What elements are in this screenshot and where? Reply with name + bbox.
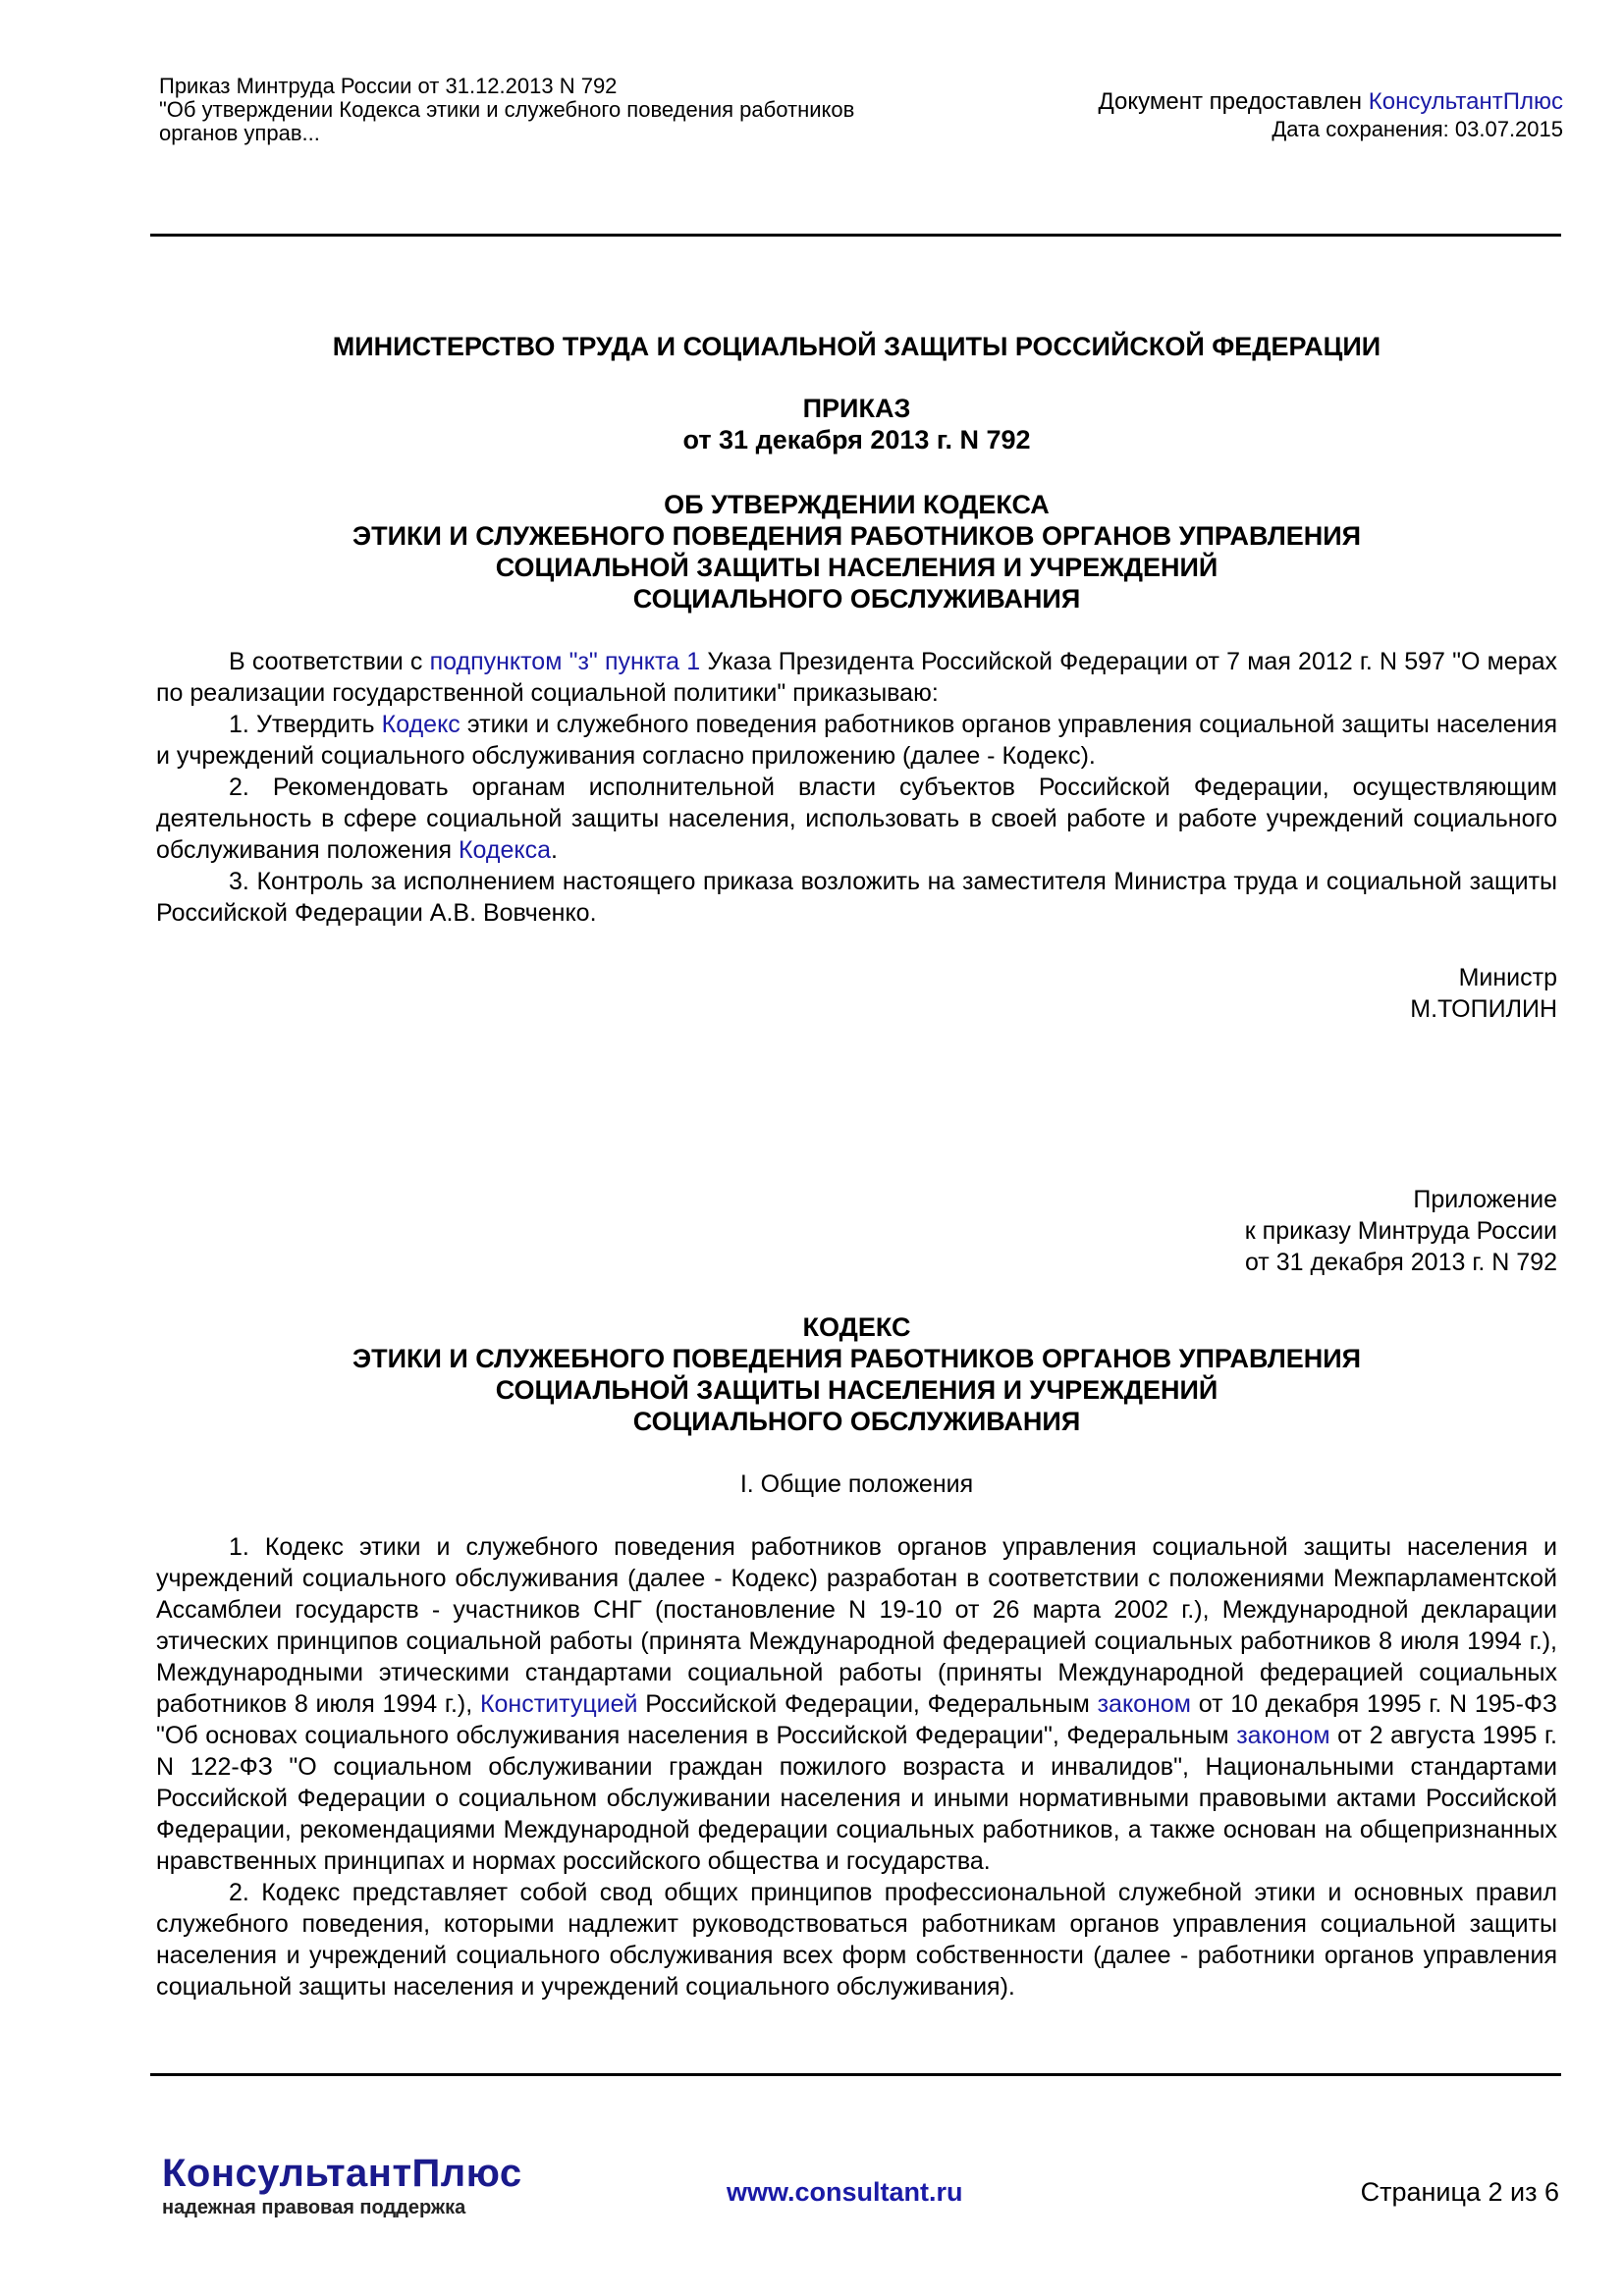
- order-item-1: [156, 709, 1557, 772]
- site-link[interactable]: www.consultant.ru: [727, 2177, 963, 2207]
- consultant-logo: [162, 2152, 522, 2220]
- appendix-line: Приложение: [1413, 1186, 1557, 1213]
- law-link[interactable]: законом: [1236, 1722, 1330, 1749]
- order-kind: ПРИКАЗ: [802, 394, 911, 423]
- save-date: Дата сохранения: 03.07.2015: [1272, 117, 1563, 141]
- header-title-line: органов управ...: [159, 121, 320, 145]
- code-link[interactable]: Кодекс: [381, 711, 460, 738]
- signer-name: М.ТОПИЛИН: [1410, 995, 1557, 1023]
- code-title-line: СОЦИАЛЬНОЙ ЗАЩИТЫ НАСЕЛЕНИЯ И УЧРЕЖДЕНИЙ: [495, 1375, 1218, 1405]
- code-title-line: СОЦИАЛЬНОГО ОБСЛУЖИВАНИЯ: [632, 1407, 1081, 1436]
- header-divider: [150, 234, 1561, 237]
- section-heading: I. Общие положения: [739, 1470, 974, 1498]
- code-title-line: КОДЕКС: [802, 1312, 911, 1342]
- text-run: 1. Кодекс этики и служебного поведения работников органов управления социальной защиты населения и учреждений социального обслуживания (далее - Кодекс) разработан в соответствии с положениями Межпарламентской Ассамблеи государств - участников СНГ (постановление N 19-10 от 26 марта 2002 г.), Международной декларации этических принципов социальной работы (принята Международной федерацией социальных работников 8 июля 1994 г.), Международными этическими стандартами социальной работы (приняты Международной федерацией социальных работников 8 июля 1994 г.),: [156, 1533, 1557, 1718]
- order-title: [156, 489, 1557, 614]
- text-run: от 10 декабря 1995 г. N 195-ФЗ "Об основах социального обслуживания населения в Российской Федерации", Федеральным: [156, 1690, 1558, 1749]
- code-title-line: ЭТИКИ И СЛУЖЕБНОГО ПОВЕДЕНИЯ РАБОТНИКОВ ОРГАНОВ УПРАВЛЕНИЯ: [352, 1344, 1362, 1373]
- logo-tagline: надежная правовая поддержка: [162, 2197, 466, 2218]
- header-title-line: "Об утверждении Кодекса этики и служебного поведения работников: [159, 97, 855, 122]
- code-title: [156, 1311, 1557, 1437]
- code-paragraph-1: [156, 1531, 1557, 1877]
- provided-by-label: Документ предоставлен: [1098, 88, 1369, 115]
- order-title-line: СОЦИАЛЬНОГО ОБСЛУЖИВАНИЯ: [632, 584, 1081, 614]
- header-title-line: Приказ Минтруда России от 31.12.2013 N 792: [159, 74, 618, 98]
- signature-block: [156, 962, 1557, 1025]
- appendix-line: к приказу Минтруда России: [1244, 1217, 1557, 1245]
- subpoint-link[interactable]: подпунктом "з" пункта 1: [429, 648, 701, 675]
- document-provider-info: [1099, 88, 1563, 143]
- order-item-2: [156, 772, 1557, 866]
- text-run: от 2 августа 1995 г. N 122-ФЗ "О социальном обслуживании граждан пожилого возраста и инвалидов", Национальными стандартами Российской Федерации о социальном обслуживании населения и иными нормативными правовыми актами Российской Федерации, рекомендациями Международной федерации социальных работников, а также основан на общепризнанных нравственных принципах и нормах российского общества и государства.: [156, 1722, 1557, 1875]
- document-header-title: [159, 75, 905, 145]
- code-link[interactable]: Кодекса: [458, 836, 551, 864]
- order-title-line: СОЦИАЛЬНОЙ ЗАЩИТЫ НАСЕЛЕНИЯ И УЧРЕЖДЕНИЙ: [495, 553, 1218, 582]
- consultant-link[interactable]: КонсультантПлюс: [1368, 88, 1563, 115]
- page-indicator: Страница 2 из 6: [1360, 2177, 1559, 2207]
- constitution-link[interactable]: Конституцией: [479, 1690, 638, 1718]
- law-link[interactable]: законом: [1097, 1690, 1191, 1718]
- text-run: 1. Утвердить: [229, 711, 382, 738]
- code-paragraph-2: 2. Кодекс представляет собой свод общих принципов профессиональной служебной этики и основных правил служебного поведения, которыми надлежит руководствоваться работникам органов управления социальной защиты населения и учреждений социального обслуживания всех форм собственности (далее - работники органов управления социальной защиты населения и учреждений социального обслуживания).: [156, 1879, 1557, 2001]
- order-body: [156, 646, 1557, 929]
- appendix-block: [156, 1184, 1557, 1278]
- text-run: .: [550, 836, 558, 864]
- text-run: В соответствии с: [229, 648, 430, 675]
- text-run: этики и служебного поведения работников органов управления социальной защиты населения и учреждений социального обслуживания согласно приложению (далее - Кодекс).: [156, 711, 1557, 770]
- order-date-number: от 31 декабря 2013 г. N 792: [682, 425, 1031, 454]
- code-body: [156, 1531, 1557, 2002]
- order-title-line: ОБ УТВЕРЖДЕНИИ КОДЕКСА: [664, 490, 1050, 519]
- ministry-heading: МИНИСТЕРСТВО ТРУДА И СОЦИАЛЬНОЙ ЗАЩИТЫ РОССИЙСКОЙ ФЕДЕРАЦИИ: [332, 332, 1381, 361]
- text-run: 2. Рекомендовать органам исполнительной власти субъектов Российской Федерации, осуществляющим деятельность в сфере социальной защиты населения, использовать в своей работе и работе учреждений социального обслуживания положения: [156, 774, 1557, 864]
- signer-title: Министр: [1458, 964, 1557, 991]
- order-intro-paragraph: [156, 646, 1557, 709]
- order-item-3: 3. Контроль за исполнением настоящего приказа возложить на заместителя Министра труда и социальной защиты Российской Федерации А.В. Вовченко.: [156, 868, 1557, 927]
- logo-brand: КонсультантПлюс: [162, 2152, 522, 2195]
- appendix-line: от 31 декабря 2013 г. N 792: [1244, 1249, 1557, 1276]
- text-run: Российской Федерации, Федеральным: [637, 1690, 1098, 1718]
- text-run: Указа Президента Российской Федерации от 7 мая 2012 г. N 597 "О мерах по реализации государственной социальной политики" приказываю:: [156, 648, 1558, 707]
- footer-divider: [150, 2073, 1561, 2076]
- order-title-line: ЭТИКИ И СЛУЖЕБНОГО ПОВЕДЕНИЯ РАБОТНИКОВ ОРГАНОВ УПРАВЛЕНИЯ: [352, 521, 1362, 551]
